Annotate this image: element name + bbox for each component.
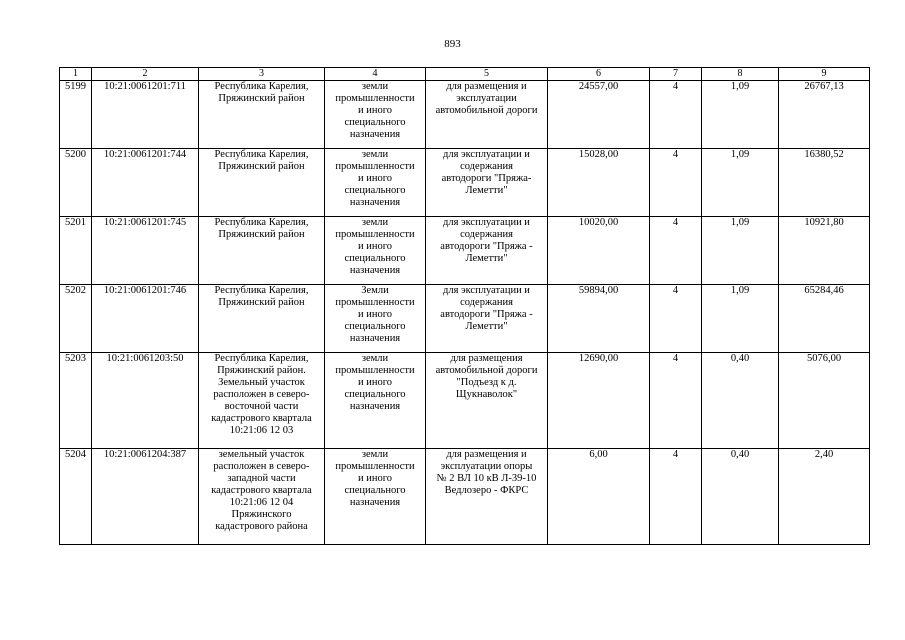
coefficient: 0,40 <box>702 449 779 545</box>
use-cell <box>426 149 548 217</box>
coefficient: 0,40 <box>702 353 779 449</box>
land-registry-table <box>59 67 870 545</box>
column-header: 5 <box>426 68 548 81</box>
column-header: 4 <box>325 68 426 81</box>
cadastral-value: 65284,46 <box>779 285 870 353</box>
location-cell <box>199 149 325 217</box>
row-number: 5199 <box>60 81 92 149</box>
permitted-use: для эксплуатации и содержания автодороги "Пряжа - Леметти" <box>440 217 533 264</box>
coefficient: 1,09 <box>702 81 779 149</box>
permitted-use: для эксплуатации и содержания автодороги "Пряжа- Леметти" <box>441 149 532 196</box>
location: Республика Карелия, Пряжинский район <box>214 217 309 240</box>
group: 4 <box>650 149 702 217</box>
location-cell <box>199 353 325 449</box>
coefficient: 1,09 <box>702 285 779 353</box>
cadastral-value: 16380,52 <box>779 149 870 217</box>
land-category: Земли промышленности и иного специального назначения <box>335 285 415 344</box>
row-number: 5202 <box>60 285 92 353</box>
cadastral-value: 10921,80 <box>779 217 870 285</box>
cadastral-number: 10:21:0061201:745 <box>92 217 199 285</box>
area: 24557,00 <box>548 81 650 149</box>
table-row <box>60 81 870 149</box>
group: 4 <box>650 285 702 353</box>
table-row <box>60 353 870 449</box>
cadastral-number: 10:21:0061201:744 <box>92 149 199 217</box>
row-number: 5200 <box>60 149 92 217</box>
area: 6,00 <box>548 449 650 545</box>
cadastral-value: 5076,00 <box>779 353 870 449</box>
permitted-use: для размещения и эксплуатации автомобильной дороги <box>435 81 538 116</box>
location-cell <box>199 285 325 353</box>
category-cell <box>325 217 426 285</box>
row-number: 5201 <box>60 217 92 285</box>
land-category: земли промышленности и иного специального назначения <box>335 449 415 508</box>
group: 4 <box>650 81 702 149</box>
permitted-use: для размещения автомобильной дороги "Подъезд к д. Щукнаволок" <box>435 353 538 400</box>
category-cell <box>325 81 426 149</box>
coefficient: 1,09 <box>702 217 779 285</box>
category-cell <box>325 285 426 353</box>
location: Республика Карелия, Пряжинский район. Земельный участок расположен в северо- восточной части кадастрового квартала 10:21:06 12 03 <box>211 353 312 436</box>
area: 10020,00 <box>548 217 650 285</box>
permitted-use: для размещения и эксплуатации опоры № 2 ВЛ 10 кВ Л-39-10 Ведлозеро - ФКРС <box>436 449 537 496</box>
page-number: 893 <box>444 38 461 50</box>
permitted-use: для эксплуатации и содержания автодороги "Пряжа - Леметти" <box>440 285 533 332</box>
area: 12690,00 <box>548 353 650 449</box>
location-cell <box>199 81 325 149</box>
location-cell <box>199 449 325 545</box>
group: 4 <box>650 449 702 545</box>
group: 4 <box>650 217 702 285</box>
category-cell <box>325 449 426 545</box>
row-number: 5203 <box>60 353 92 449</box>
column-header: 3 <box>199 68 325 81</box>
column-header: 1 <box>60 68 92 81</box>
category-cell <box>325 353 426 449</box>
use-cell <box>426 285 548 353</box>
table-row <box>60 449 870 545</box>
column-header: 9 <box>779 68 870 81</box>
location: Республика Карелия, Пряжинский район <box>214 81 309 104</box>
use-cell <box>426 353 548 449</box>
use-cell <box>426 81 548 149</box>
row-number: 5204 <box>60 449 92 545</box>
area: 15028,00 <box>548 149 650 217</box>
cadastral-number: 10:21:0061201:746 <box>92 285 199 353</box>
table-row <box>60 285 870 353</box>
location-cell <box>199 217 325 285</box>
column-header: 7 <box>650 68 702 81</box>
coefficient: 1,09 <box>702 149 779 217</box>
column-header: 6 <box>548 68 650 81</box>
land-category: земли промышленности и иного специального назначения <box>335 81 415 140</box>
table-row <box>60 149 870 217</box>
location: земельный участок расположен в северо- западной части кадастрового квартала 10:21:06 12 04 Пряжинского кадастрового района <box>211 449 312 532</box>
use-cell <box>426 217 548 285</box>
land-category: земли промышленности и иного специального назначения <box>335 149 415 208</box>
cadastral-value: 26767,13 <box>779 81 870 149</box>
category-cell <box>325 149 426 217</box>
cadastral-number: 10:21:0061204:387 <box>92 449 199 545</box>
column-header: 8 <box>702 68 779 81</box>
location: Республика Карелия, Пряжинский район <box>214 285 309 308</box>
area: 59894,00 <box>548 285 650 353</box>
cadastral-value: 2,40 <box>779 449 870 545</box>
column-header: 2 <box>92 68 199 81</box>
cadastral-number: 10:21:0061201:711 <box>92 81 199 149</box>
land-category: земли промышленности и иного специального назначения <box>335 217 415 276</box>
table-row <box>60 217 870 285</box>
land-category: земли промышленности и иного специального назначения <box>335 353 415 412</box>
group: 4 <box>650 353 702 449</box>
use-cell <box>426 449 548 545</box>
header-row <box>60 68 870 81</box>
location: Республика Карелия, Пряжинский район <box>214 149 309 172</box>
cadastral-number: 10:21:0061203:50 <box>92 353 199 449</box>
